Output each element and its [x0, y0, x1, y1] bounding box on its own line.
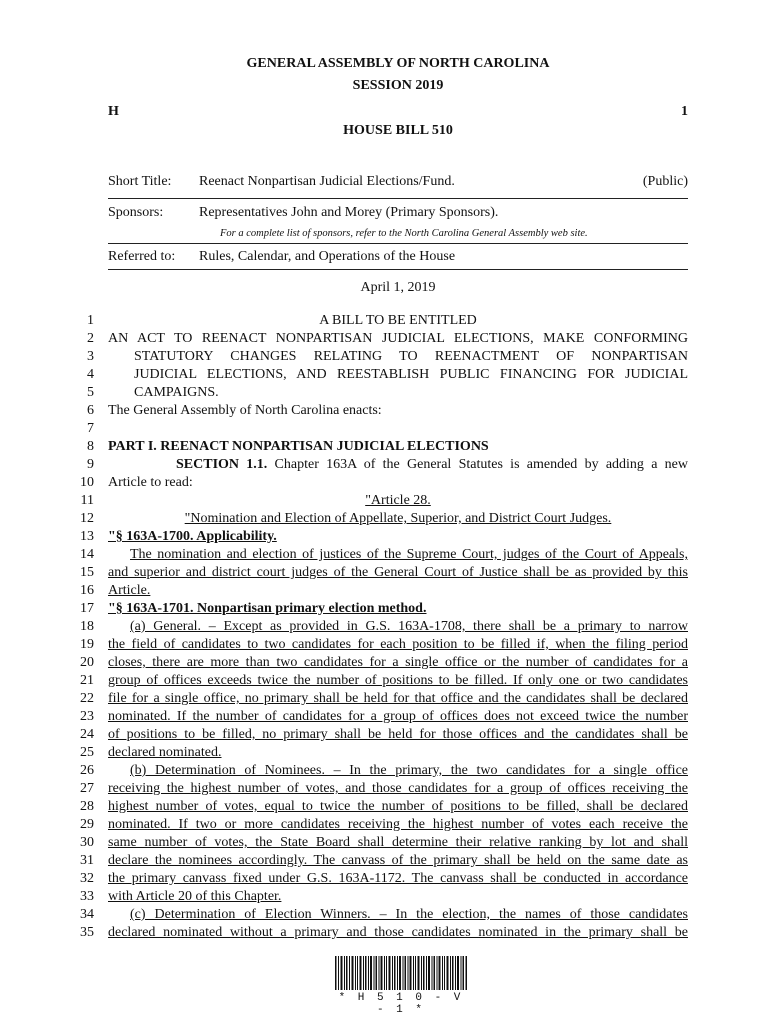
- bill-line: with Article 20 of this Chapter.: [108, 889, 282, 904]
- bill-line: nominated. If the number of candidates for a group of offices does not exceed twice the number: [108, 709, 688, 724]
- bill-line: declared nominated.: [108, 745, 222, 760]
- barcode-label: * H 5 1 0 - V - 1 *: [338, 992, 464, 1016]
- session-heading: SESSION 2019: [352, 78, 444, 93]
- sponsors-note: For a complete list of sponsors, refer to the North Carolina General Assembly web site.: [220, 228, 588, 239]
- divider: [108, 269, 688, 270]
- section-text: Chapter 163A of the General Statutes is amended by adding a new: [267, 457, 688, 472]
- line-number: 19: [80, 637, 94, 652]
- line-number: 23: [80, 709, 94, 724]
- line-number: 34: [80, 907, 94, 922]
- bill-line: declared nominated without a primary and those candidates nominated in the primary shall be: [108, 925, 688, 940]
- barcode: [335, 956, 467, 990]
- bill-line: highest number of votes, equal to twice the number of positions to be filled, shall be declared: [108, 799, 688, 814]
- line-number: 29: [80, 817, 94, 832]
- bill-number: HOUSE BILL 510: [343, 123, 453, 138]
- line-number: 17: [80, 601, 94, 616]
- line-number: 3: [87, 349, 94, 364]
- line-number: 18: [80, 619, 94, 634]
- bill-line: nominated. If two or more candidates receiving the highest number of votes each receive the: [108, 817, 688, 832]
- bill-line: AN ACT TO REENACT NONPARTISAN JUDICIAL ELECTIONS, MAKE CONFORMING: [108, 331, 688, 346]
- line-number: 26: [80, 763, 94, 778]
- line-number: 9: [87, 457, 94, 472]
- line-number: 12: [80, 511, 94, 526]
- line-number: 4: [87, 367, 94, 382]
- bill-line: same number of votes, the State Board shall determine their relative ranking by lot and shall: [108, 835, 688, 850]
- bill-line: (c) Determination of Election Winners. – In the election, the names of those candidates: [130, 907, 688, 922]
- line-number: 8: [87, 439, 94, 454]
- short-title-value: Reenact Nonpartisan Judicial Elections/Fund.: [199, 174, 455, 189]
- referred-value: Rules, Calendar, and Operations of the House: [199, 249, 456, 264]
- line-number: 31: [80, 853, 94, 868]
- bill-line: of positions to be filled, no primary shall be held for those offices and the candidates shall be: [108, 727, 688, 742]
- line-number: 2: [87, 331, 94, 346]
- line-number: 28: [80, 799, 94, 814]
- divider: [108, 198, 688, 199]
- bill-line: receiving the highest number of votes, and those candidates for a group of offices receiving the: [108, 781, 688, 796]
- assembly-heading: GENERAL ASSEMBLY OF NORTH CAROLINA: [246, 56, 550, 71]
- bill-line: Article.: [108, 583, 151, 598]
- line-number: 6: [87, 403, 94, 418]
- line-number: 24: [80, 727, 94, 742]
- line-number: 14: [80, 547, 94, 562]
- bill-line: A BILL TO BE ENTITLED: [319, 313, 477, 328]
- line-number: 21: [80, 673, 94, 688]
- bill-line: JUDICIAL ELECTIONS, AND REESTABLISH PUBLIC FINANCING FOR JUDICIAL: [134, 367, 688, 382]
- bill-line: and superior and district court judges of the General Court of Justice shall be as provided by this: [108, 565, 688, 580]
- sponsors-label: Sponsors:: [108, 205, 164, 220]
- section-line: [176, 456, 688, 474]
- chamber-code: H: [108, 104, 119, 119]
- line-number: 5: [87, 385, 94, 400]
- line-number: 16: [80, 583, 94, 598]
- line-number: 10: [80, 475, 94, 490]
- section-number: SECTION 1.1.: [176, 457, 268, 472]
- line-number: 33: [80, 889, 94, 904]
- bill-line: The nomination and election of justices of the Supreme Court, judges of the Court of Appeals,: [130, 547, 688, 562]
- bill-line: the field of candidates to two candidates for each position to be filled if, when the filing period: [108, 637, 688, 652]
- line-number: 20: [80, 655, 94, 670]
- bill-line: group of offices exceeds twice the number of positions to be filled. If only one or two candidates: [108, 673, 688, 688]
- bill-line: (a) General. – Except as provided in G.S. 163A-1708, there shall be a primary to narrow: [130, 619, 688, 634]
- bill-line: (b) Determination of Nominees. – In the primary, the two candidates for a single office: [130, 763, 688, 778]
- article-title: "Nomination and Election of Appellate, Superior, and District Court Judges.: [184, 511, 612, 526]
- line-number: 27: [80, 781, 94, 796]
- sponsors-value: Representatives John and Morey (Primary Sponsors).: [199, 205, 499, 220]
- line-number: 11: [80, 493, 94, 508]
- line-number: 35: [80, 925, 94, 940]
- divider: [108, 243, 688, 244]
- bill-line: closes, there are more than two candidates for a single office or the number of candidates for a: [108, 655, 688, 670]
- line-number: 22: [80, 691, 94, 706]
- line-number: 32: [80, 871, 94, 886]
- statute-heading: "§ 163A-1700. Applicability.: [108, 529, 277, 544]
- part-heading: PART I. REENACT NONPARTISAN JUDICIAL ELECTIONS: [108, 439, 489, 454]
- line-number: 1: [87, 313, 94, 328]
- article-number: "Article 28.: [365, 493, 431, 508]
- bill-line: declare the nominees accordingly. The canvass of the primary shall be held on the same date as: [108, 853, 688, 868]
- bill-line: the primary canvass fixed under G.S. 163A-1172. The canvass shall be conducted in accordance: [108, 871, 688, 886]
- line-number: 7: [87, 421, 94, 436]
- bill-line: file for a single office, no primary shall be held for that office and the candidates shall be declared: [108, 691, 688, 706]
- public-tag: (Public): [642, 174, 688, 189]
- line-number: 30: [80, 835, 94, 850]
- line-number: 13: [80, 529, 94, 544]
- bill-line: STATUTORY CHANGES RELATING TO REENACTMENT OF NONPARTISAN: [134, 349, 688, 364]
- edition-number: 1: [681, 104, 688, 119]
- short-title-label: Short Title:: [108, 174, 172, 189]
- bill-line: The General Assembly of North Carolina enacts:: [108, 403, 382, 418]
- line-number: 25: [80, 745, 94, 760]
- line-number: 15: [80, 565, 94, 580]
- bill-line: CAMPAIGNS.: [134, 385, 219, 400]
- filed-date: April 1, 2019: [360, 280, 436, 295]
- referred-label: Referred to:: [108, 249, 176, 264]
- bill-line: Article to read:: [108, 475, 193, 490]
- statute-heading: "§ 163A-1701. Nonpartisan primary election method.: [108, 601, 427, 616]
